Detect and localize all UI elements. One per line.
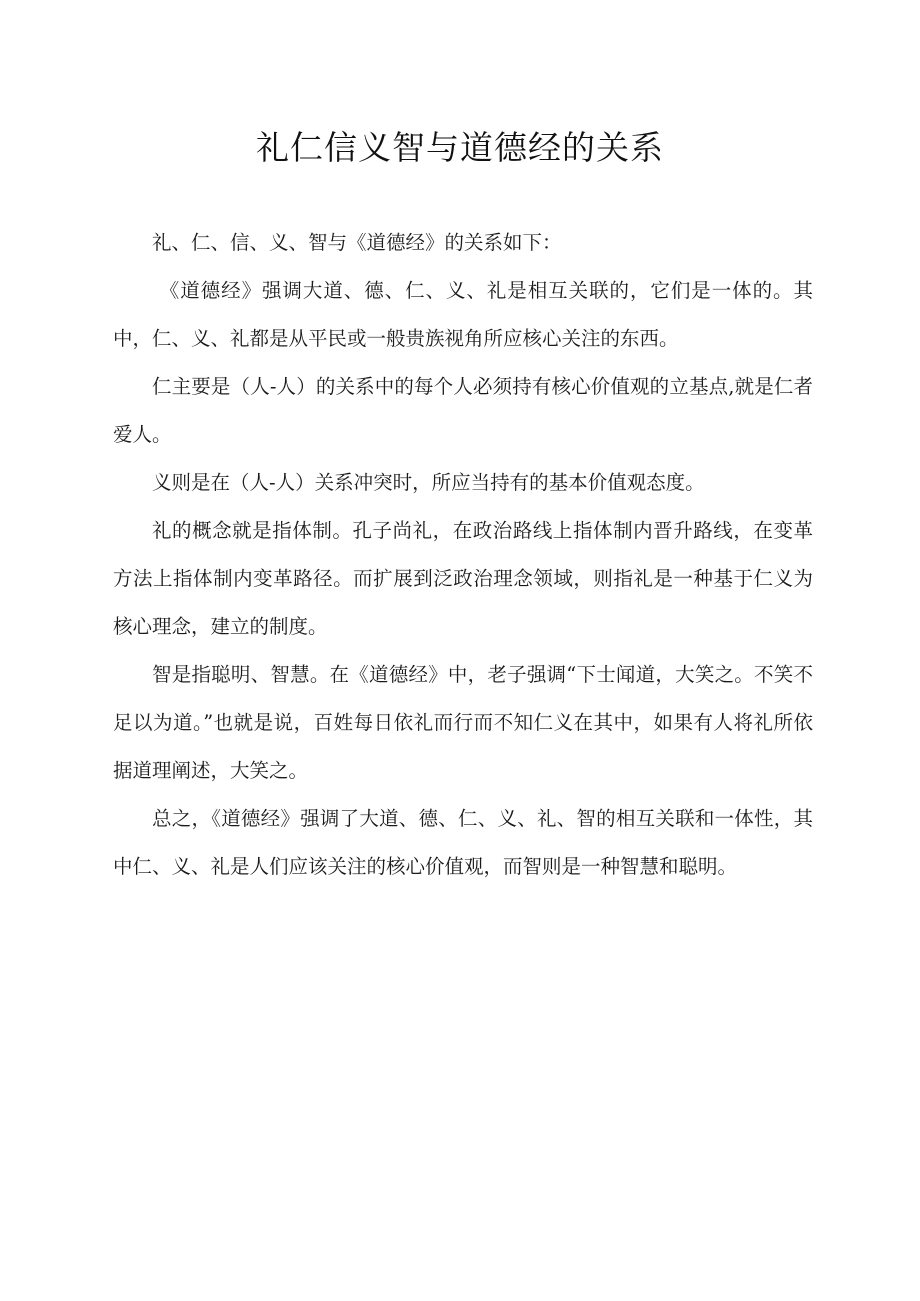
paragraph-yi: 义则是在（人-人）关系冲突时，所应当持有的基本价值观态度。 [152, 471, 705, 494]
paragraph-zhi: 智是指聪明、智慧。在《道德经》中，老子强调“下士闻道，大笑之。不笑不足以为道。”也就是说，百姓每日依礼而行而不知仁义在其中，如果有人将礼所依据道理阐述，大笑之。 [113, 663, 813, 782]
paragraph-daodejing: 《道德经》强调大道、德、仁、义、礼是相互关联的，它们是一体的。其中，仁、义、礼都是从平民或一般贵族视角所应核心关注的东西。 [113, 279, 813, 350]
paragraph-conclusion: 总之，《道德经》强调了大道、德、仁、义、礼、智的相互关联和一体性，其中仁、义、礼是人们应该关注的核心价值观，而智则是一种智慧和聪明。 [113, 807, 813, 878]
document-title: 礼仁信义智与道德经的关系 [256, 128, 664, 167]
paragraph-intro: 礼、仁、信、义、智与《道德经》的关系如下： [152, 231, 562, 254]
paragraph-ren: 仁主要是（人-人）的关系中的每个人必须持有核心价值观的立基点,就是仁者爱人。 [113, 375, 813, 446]
document-body [113, 219, 813, 891]
paragraph-li: 礼的概念就是指体制。孔子尚礼，在政治路线上指体制内晋升路线，在变革方法上指体制内变革路径。而扩展到泛政治理念领域，则指礼是一种基于仁义为核心理念，建立的制度。 [113, 519, 813, 638]
